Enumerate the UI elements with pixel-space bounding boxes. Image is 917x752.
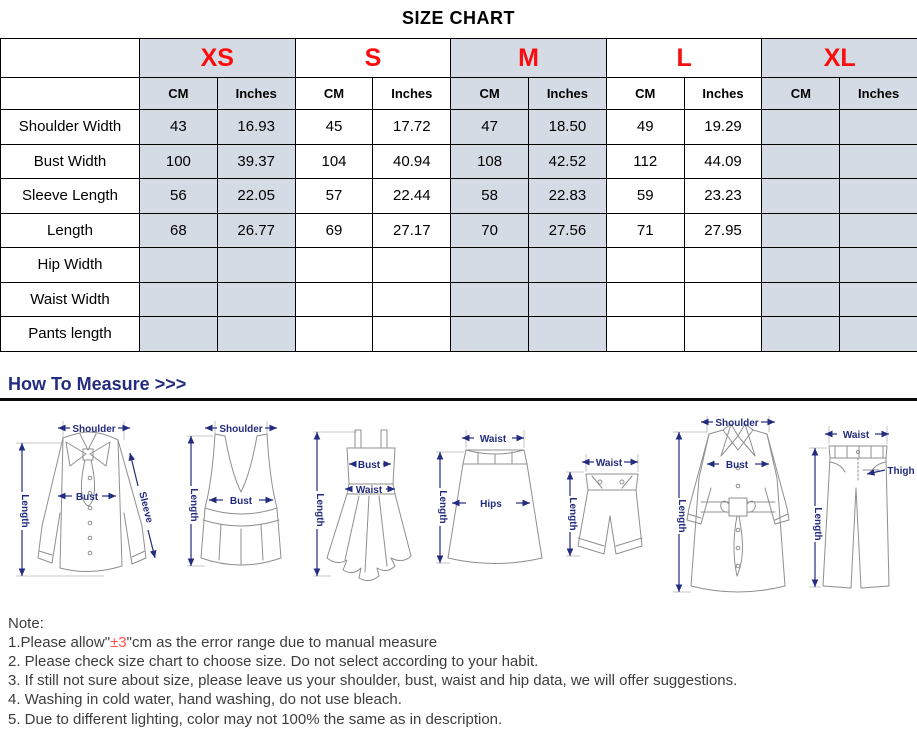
unit-header-cm: CM [606, 78, 684, 110]
tank-top-outline [187, 421, 281, 566]
size-header-s: S [295, 39, 451, 78]
measure-cell: 26.77 [217, 213, 295, 248]
table-row [1, 179, 917, 214]
measure-cell: 43 [140, 110, 218, 145]
measure-cell [840, 110, 917, 145]
table-row [1, 282, 917, 317]
shoulder-label: Shoulder [715, 417, 759, 429]
note-line: 4. Washing in cold water, hand washing, do not use bleach. [8, 691, 402, 709]
measure-cell: 40.94 [373, 144, 451, 179]
measure-cell [451, 282, 529, 317]
note-line: 2. Please check size chart to choose size. Do not select according to your habit. [8, 652, 539, 670]
measure-cell: 44.09 [684, 144, 762, 179]
row-label: Bust Width [1, 144, 140, 179]
measure-cell [217, 248, 295, 283]
measure-cell: 59 [606, 179, 684, 214]
coat-outline [673, 416, 789, 592]
notes-section [8, 614, 917, 729]
unit-header-inches: Inches [684, 78, 762, 110]
thigh-arrow [867, 470, 885, 474]
blouse-diagram [0, 408, 175, 604]
unit-header-cm: CM [140, 78, 218, 110]
skirt-outline [436, 430, 542, 564]
dress-diagram [303, 408, 430, 604]
row-label: Hip Width [1, 248, 140, 283]
measure-cell [295, 248, 373, 283]
table-row [1, 213, 917, 248]
length-label: Length [188, 487, 199, 522]
measure-cell: 104 [295, 144, 373, 179]
table-row [1, 110, 917, 145]
measure-cell [762, 213, 840, 248]
measure-cell [606, 248, 684, 283]
measure-cell [840, 144, 917, 179]
note-line: 3. If still not sure about size, please leave us your shoulder, bust, waist and hip data, we will offer suggestions. [8, 672, 738, 690]
note-line1-pre: 1.Please allow" [8, 633, 111, 651]
waist-label: Waist [842, 429, 870, 441]
measure-cell [140, 282, 218, 317]
sleeve-label: Sleeve [136, 490, 155, 524]
measure-cell: 47 [451, 110, 529, 145]
unit-header-row [1, 78, 917, 110]
measure-cell [840, 317, 917, 352]
coat-diagram [663, 408, 803, 604]
how-to-measure-heading: How To Measure >>> [8, 373, 187, 394]
measure-cell [373, 282, 451, 317]
unit-header-inches: Inches [373, 78, 451, 110]
length-label: Length [567, 496, 578, 531]
measure-cell [217, 282, 295, 317]
tank-top-diagram [175, 408, 303, 604]
measure-cell [684, 317, 762, 352]
corner-cell [1, 39, 140, 78]
measure-cell [451, 317, 529, 352]
measure-cell [295, 317, 373, 352]
size-header-m: M [451, 39, 607, 78]
unit-header-inches: Inches [840, 78, 917, 110]
shorts-diagram [558, 408, 663, 604]
measure-cell: 16.93 [217, 110, 295, 145]
measure-cell: 18.50 [529, 110, 607, 145]
measure-cell: 39.37 [217, 144, 295, 179]
length-label: Length [812, 506, 823, 541]
measure-cell: 27.95 [684, 213, 762, 248]
measure-diagrams [0, 408, 917, 604]
bust-label: Bust [357, 459, 381, 471]
measure-cell [684, 248, 762, 283]
measure-cell [840, 213, 917, 248]
dress-outline [313, 430, 411, 581]
bust-label: Bust [75, 491, 99, 503]
corner-cell-units [1, 78, 140, 110]
row-label: Length [1, 213, 140, 248]
measure-cell [140, 248, 218, 283]
size-chart-table [0, 38, 917, 352]
measure-cell [840, 179, 917, 214]
waist-label: Waist [479, 433, 507, 445]
row-label: Sleeve Length [1, 179, 140, 214]
row-label: Waist Width [1, 282, 140, 317]
measure-cell: 112 [606, 144, 684, 179]
note-line [8, 633, 917, 652]
measure-cell: 22.05 [217, 179, 295, 214]
measure-cell [373, 317, 451, 352]
measure-cell [217, 317, 295, 352]
measure-cell [529, 317, 607, 352]
divider-rule [0, 398, 917, 401]
length-label: Length [314, 492, 325, 527]
size-header-xl: XL [762, 39, 917, 78]
length-label: Length [437, 489, 448, 524]
measure-cell: 22.83 [529, 179, 607, 214]
row-label: Pants length [1, 317, 140, 352]
hips-label: Hips [480, 498, 502, 510]
skirt-diagram [430, 408, 558, 604]
measure-cell [606, 317, 684, 352]
measure-cell: 22.44 [373, 179, 451, 214]
measure-cell [762, 248, 840, 283]
shoulder-label: Shoulder [72, 423, 116, 435]
unit-header-cm: CM [762, 78, 840, 110]
measure-cell [762, 144, 840, 179]
pants-diagram [803, 408, 917, 604]
measure-cell: 108 [451, 144, 529, 179]
measure-cell: 19.29 [684, 110, 762, 145]
measure-cell: 27.17 [373, 213, 451, 248]
measure-cell: 58 [451, 179, 529, 214]
measure-cell [762, 110, 840, 145]
waist-label: Waist [355, 484, 383, 496]
bust-label: Bust [229, 495, 253, 507]
note-line: 5. Due to different lighting, color may not 100% the same as in description. [8, 710, 503, 728]
measure-cell: 68 [140, 213, 218, 248]
measure-cell [451, 248, 529, 283]
note-line1-tolerance: ±3 [110, 633, 127, 651]
measure-cell [529, 248, 607, 283]
measure-cell [529, 282, 607, 317]
length-label: Length [676, 498, 687, 533]
measure-cell: 23.23 [684, 179, 762, 214]
table-row [1, 144, 917, 179]
measure-cell: 45 [295, 110, 373, 145]
note-line1-post: "cm as the error range due to manual measure [126, 633, 438, 651]
measure-cell [840, 248, 917, 283]
measure-cell: 49 [606, 110, 684, 145]
page-title: SIZE CHART [402, 8, 515, 28]
measure-cell: 69 [295, 213, 373, 248]
size-header-l: L [606, 39, 762, 78]
unit-header-cm: CM [295, 78, 373, 110]
measure-cell: 17.72 [373, 110, 451, 145]
size-header-xs: XS [140, 39, 296, 78]
measure-cell: 71 [606, 213, 684, 248]
thigh-label: Thigh [887, 465, 915, 477]
length-label: Length [19, 493, 30, 528]
table-row [1, 248, 917, 283]
unit-header-inches: Inches [529, 78, 607, 110]
unit-header-inches: Inches [217, 78, 295, 110]
measure-cell [373, 248, 451, 283]
table-row [1, 317, 917, 352]
measure-cell [762, 317, 840, 352]
measure-cell: 27.56 [529, 213, 607, 248]
measure-cell: 70 [451, 213, 529, 248]
measure-cell [762, 179, 840, 214]
measure-cell: 100 [140, 144, 218, 179]
shoulder-label: Shoulder [219, 423, 263, 435]
size-header-row [1, 39, 917, 78]
measure-cell: 42.52 [529, 144, 607, 179]
measure-cell [840, 282, 917, 317]
waist-label: Waist [595, 457, 623, 469]
unit-header-cm: CM [451, 78, 529, 110]
measure-cell [762, 282, 840, 317]
measure-cell [684, 282, 762, 317]
measure-cell: 56 [140, 179, 218, 214]
note-heading: Note: [8, 614, 44, 632]
bust-label: Bust [725, 459, 749, 471]
row-label: Shoulder Width [1, 110, 140, 145]
measure-cell [140, 317, 218, 352]
measure-cell [295, 282, 373, 317]
measure-cell: 57 [295, 179, 373, 214]
measure-cell [606, 282, 684, 317]
